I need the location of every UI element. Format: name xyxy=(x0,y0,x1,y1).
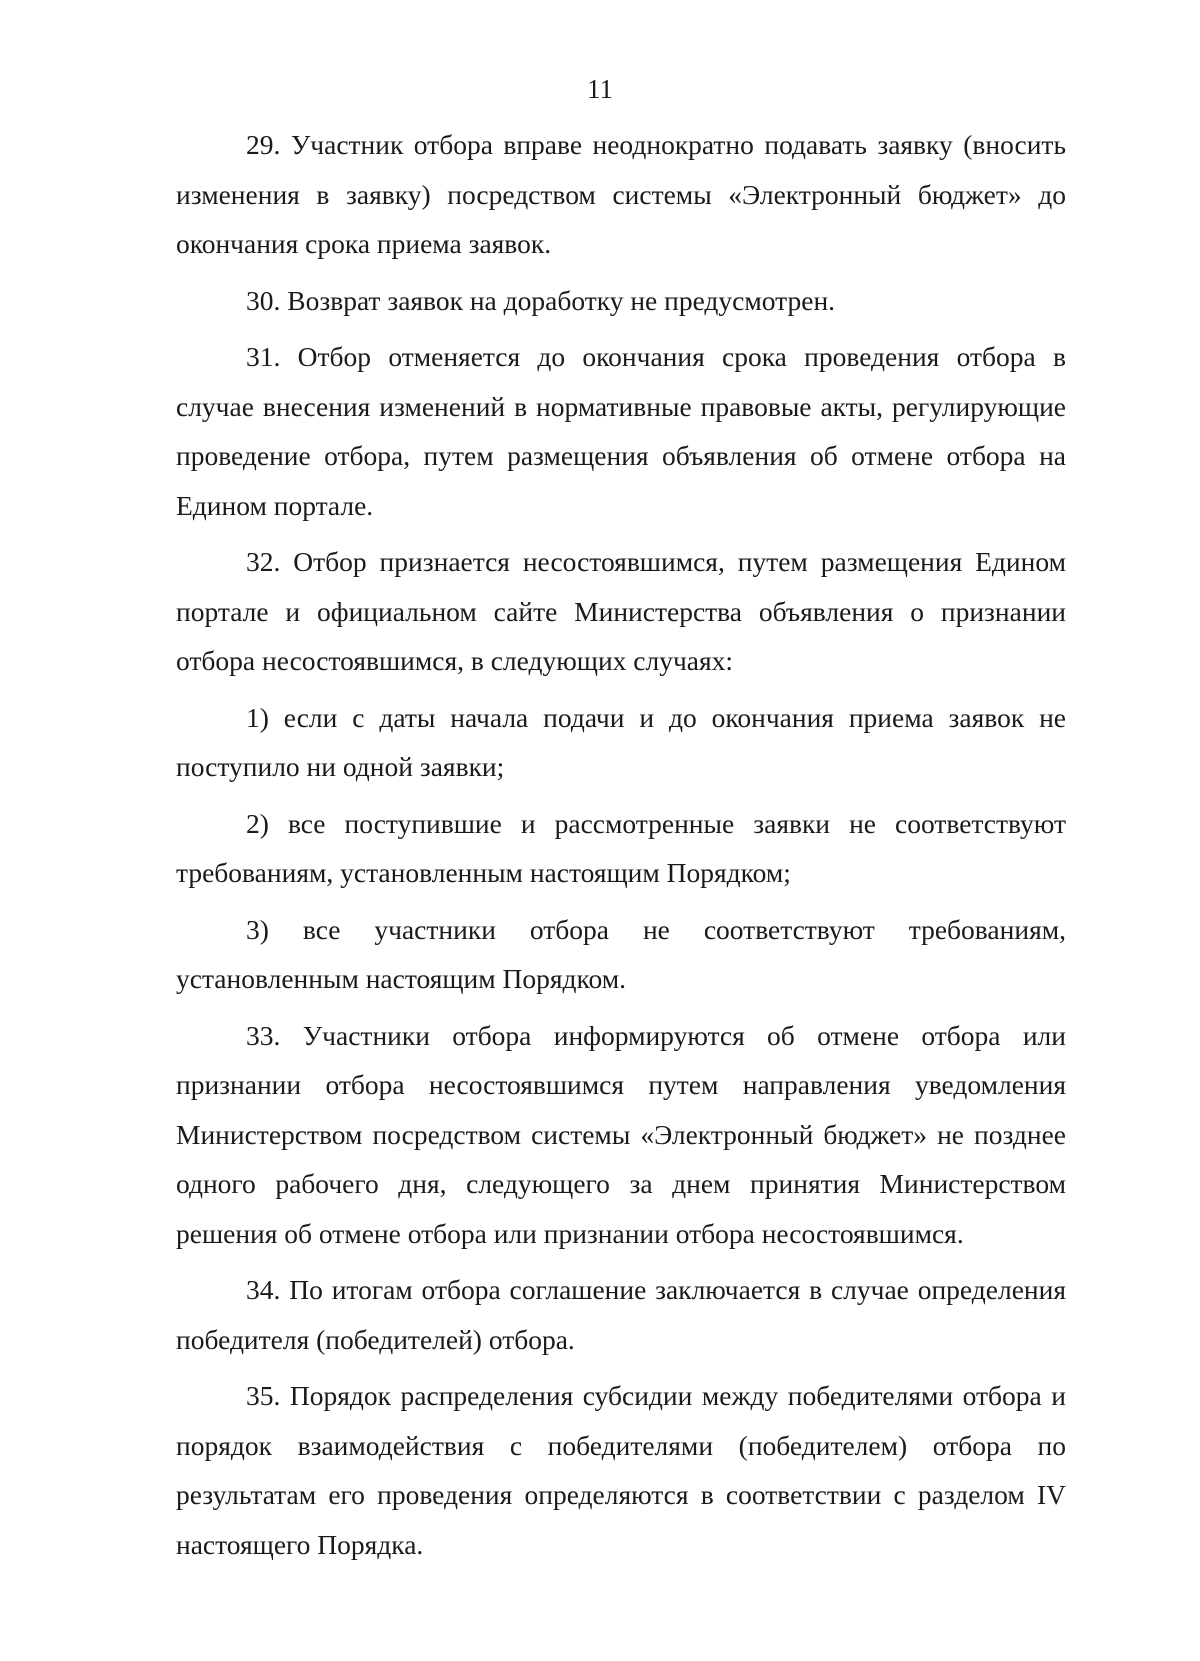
paragraph-32-item-2: 2) все поступившие и рассмотренные заявки не соответствуют требованиям, установленным настоящим Порядком; xyxy=(176,807,1066,888)
paragraph-29: 29. Участник отбора вправе неоднократно подавать заявку (вносить изменения в заявку) посредством системы «Электронный бюджет» до окончания срока приема заявок. xyxy=(176,129,1066,259)
paragraph-35: 35. Порядок распределения субсидии между победителями отбора и порядок взаимодействия с победителями (победителем) отбора по результатам его проведения определяются в соответствии с разделом IV настоящего Порядка. xyxy=(176,1380,1066,1560)
paragraph-30: 30. Возврат заявок на доработку не предусмотрен. xyxy=(246,284,836,316)
paragraph-31: 31. Отбор отменяется до окончания срока проведения отбора в случае внесения изменений в нормативные правовые акты, регулирующие проведение отбора, путем размещения объявления об отмене отбора на Едином портале. xyxy=(176,341,1066,521)
paragraph-34: 34. По итогам отбора соглашение заключается в случае определения победителя (победителей) отбора. xyxy=(176,1274,1066,1355)
page-number: 11 xyxy=(587,74,613,104)
paragraph-32-item-1: 1) если с даты начала подачи и до окончания приема заявок не поступило ни одной заявки; xyxy=(176,701,1066,782)
paragraph-33: 33. Участники отбора информируются об отмене отбора или признании отбора несостоявшимся путем направления уведомления Министерством посредством системы «Электронный бюджет» не позднее одного рабочего дня, следующего за днем принятия Министерством решения об отмене отбора или признании отбора несостоявшимся. xyxy=(176,1019,1066,1249)
paragraph-32-item-3: 3) все участники отбора не соответствуют требованиям, установленным настоящим Порядком. xyxy=(176,913,1066,994)
document-body xyxy=(176,120,1066,1576)
paragraph-32: 32. Отбор признается несостоявшимся, путем размещения Едином портале и официальном сайте Министерства объявления о признании отбора несостоявшимся, в следующих случаях: xyxy=(176,546,1066,676)
